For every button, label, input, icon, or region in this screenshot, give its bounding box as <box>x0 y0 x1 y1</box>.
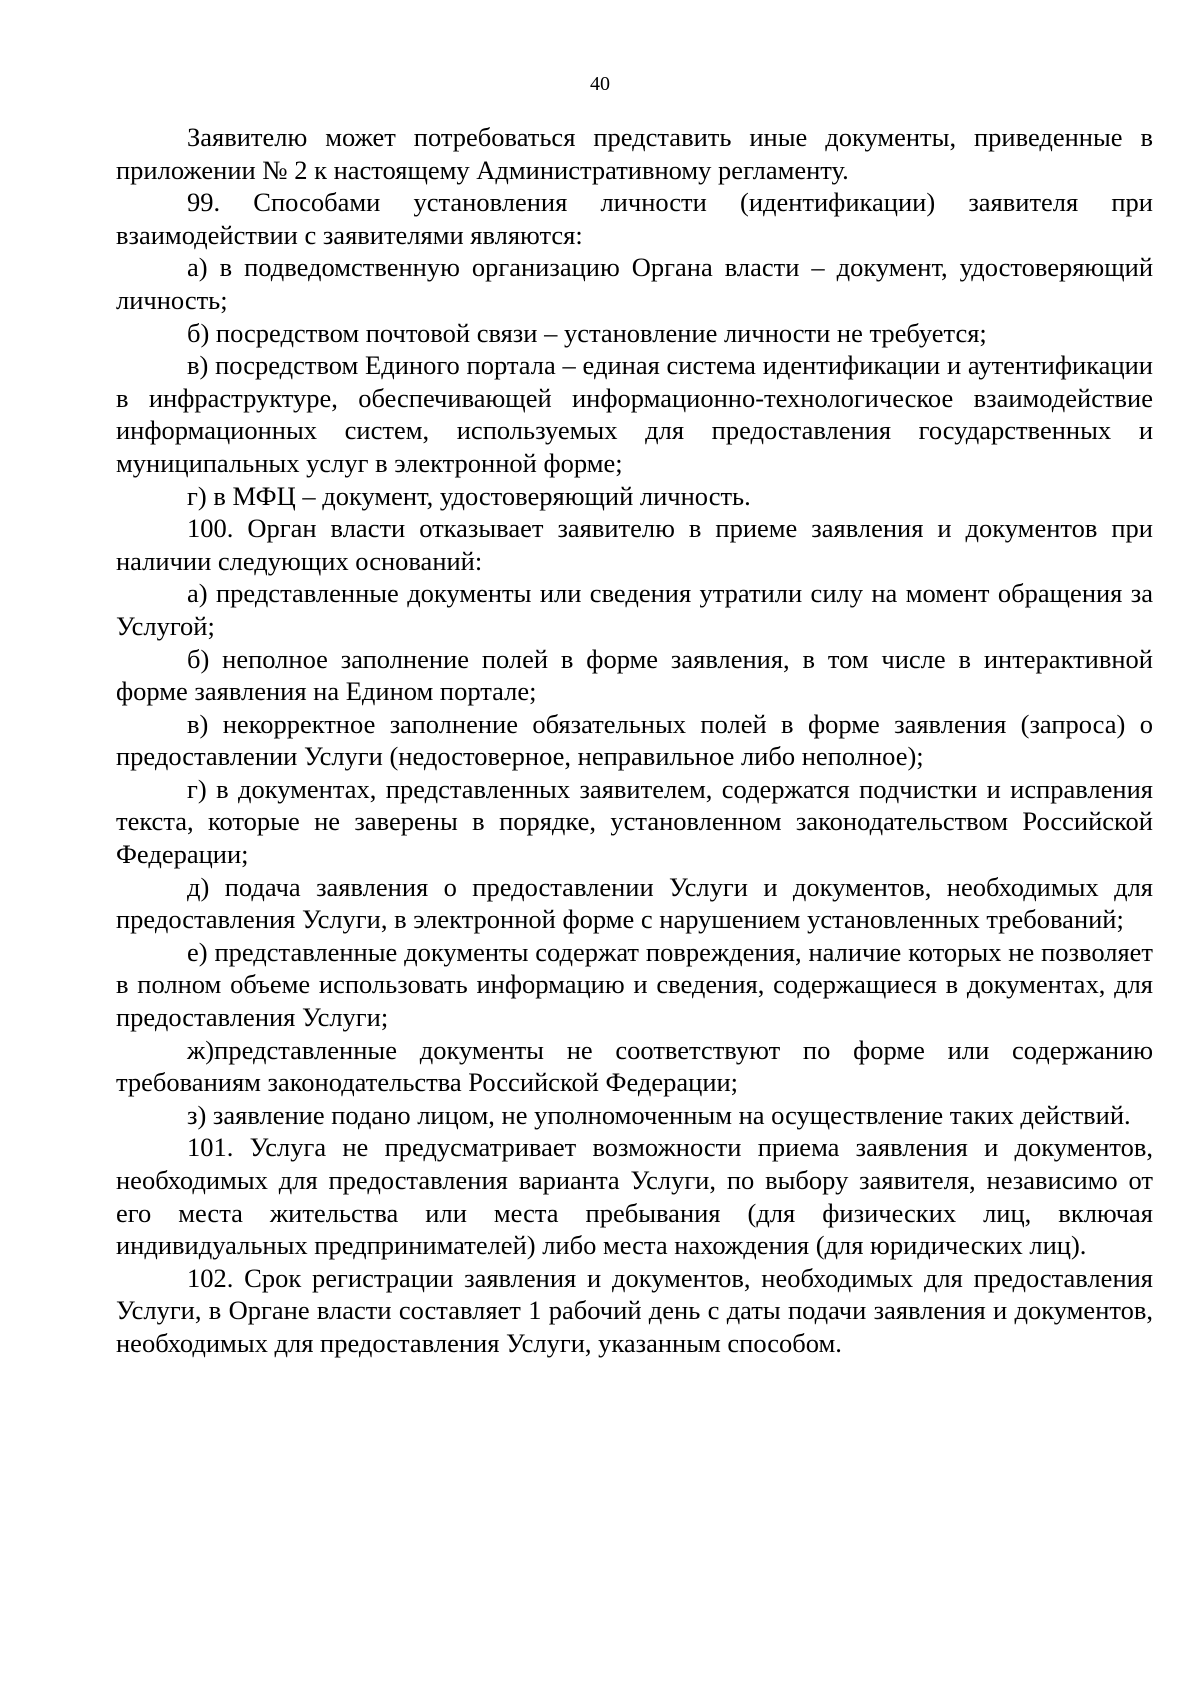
paragraph-additional-documents: Заявителю может потребоваться представить иные документы, приведенные в приложении № 2 к настоящему Административному регламенту. <box>116 122 1153 185</box>
clause-99-item-b: б) посредством почтовой связи – установление личности не требуется; <box>187 317 987 348</box>
clause-100-item-b: б) неполное заполнение полей в форме заявления, в том числе в интерактивной форме заявления на Едином портале; <box>116 643 1153 707</box>
clause-100-item-d: д) подача заявления о предоставлении Услуги и документов, необходимых для предоставления Услуги, в электронной форме с нарушением установленных требований; <box>116 871 1153 935</box>
clause-99-item-a: а) в подведомственную организацию Органа власти – документ, удостоверяющий личность; <box>116 252 1153 315</box>
clause-100-item-g: г) в документах, представленных заявителем, содержатся подчистки и исправления текста, которые не заверены в порядке, установленном законодательством Российской Федерации; <box>116 773 1153 870</box>
clause-100-item-v: в) некорректное заполнение обязательных полей в форме заявления (запроса) о предоставлении Услуги (недостоверное, неправильное либо неполное); <box>116 708 1153 772</box>
clause-99-item-v: в) посредством Единого портала – единая система идентификации и аутентификации в инфраструктуре, обеспечивающей информационно-технологическое взаимодействие информационных систем, используемых для предоставления государственных и муниципальных услуг в электронной форме; <box>116 350 1153 478</box>
clause-99-identification-methods: 99. Способами установления личности (идентификации) заявителя при взаимодействии с заявителями являются: <box>116 187 1153 250</box>
clause-100-refusal-grounds: 100. Орган власти отказывает заявителю в приеме заявления и документов при наличии следующих оснований: <box>116 513 1153 576</box>
clause-100-item-z: з) заявление подано лицом, не уполномоченным на осуществление таких действий. <box>187 1099 1131 1130</box>
clause-99-item-g: г) в МФЦ – документ, удостоверяющий личность. <box>187 480 751 511</box>
page-number: 40 <box>590 73 610 95</box>
clause-100-item-zh: ж)представленные документы не соответствуют по форме или содержанию требованиям законодательства Российской Федерации; <box>116 1034 1153 1098</box>
clause-102-registration-term: 102. Срок регистрации заявления и документов, необходимых для предоставления Услуги, в Органе власти составляет 1 рабочий день с даты подачи заявления и документов, необходимых для предоставления Услуги, указанным способом. <box>116 1262 1153 1358</box>
clause-101-extraterritorial: 101. Услуга не предусматривает возможности приема заявления и документов, необходимых для предоставления варианта Услуги, по выбору заявителя, независимо от его места жительства или места пребывания (для физических лиц, включая индивидуальных предпринимателей) либо места нахождения (для юридических лиц). <box>116 1132 1153 1261</box>
document-body <box>116 121 1153 1360</box>
clause-100-item-e: е) представленные документы содержат повреждения, наличие которых не позволяет в полном объеме использовать информацию и сведения, содержащиеся в документах, для предоставления Услуги; <box>116 936 1153 1033</box>
clause-100-item-a: а) представленные документы или сведения утратили силу на момент обращения за Услугой; <box>116 578 1153 641</box>
